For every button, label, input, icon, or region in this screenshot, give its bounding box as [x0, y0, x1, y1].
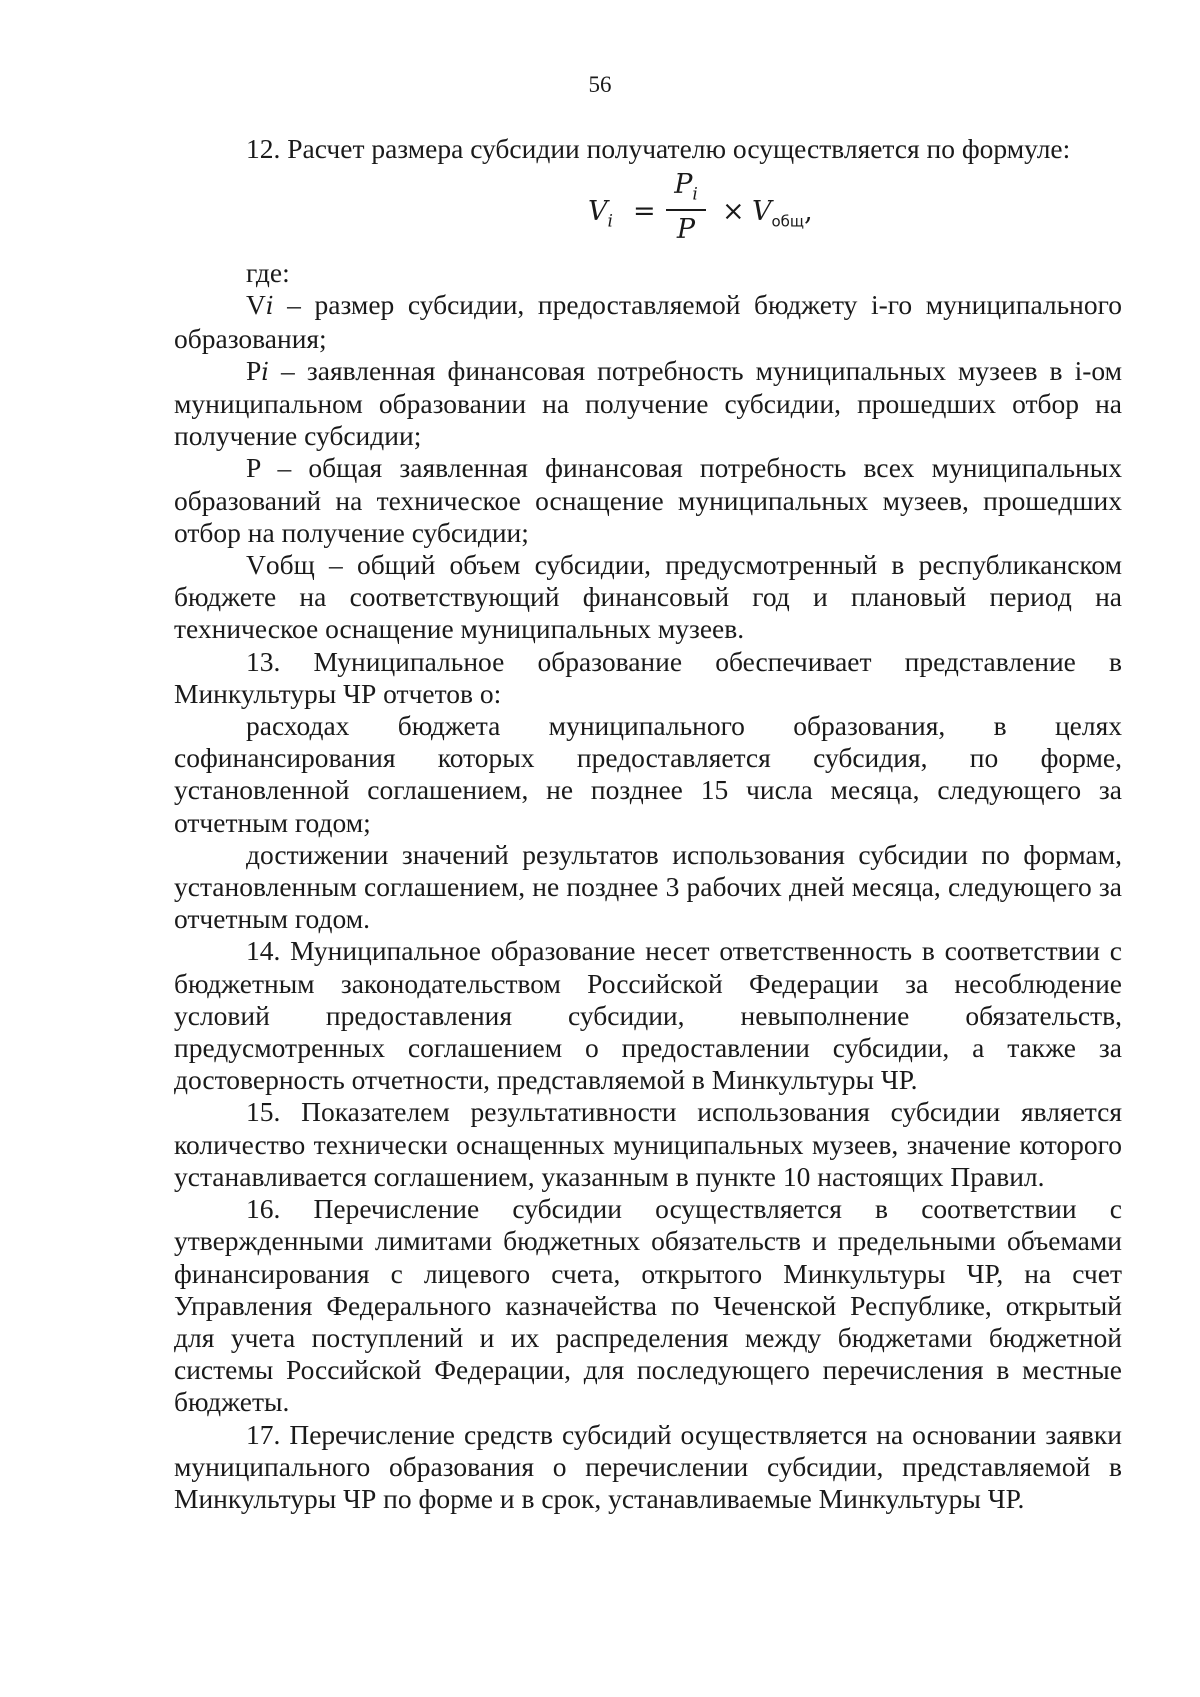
where-label: где: [246, 257, 290, 289]
formula-numerator: $P_i$ [674, 169, 698, 205]
formula-equals: = [633, 196, 656, 228]
paragraph-13-expenses: расходах бюджета муниципального образования, в целях софинансирования которых предоставляется субсидия, по форме, установленной соглашением, не позднее 15 числа месяца, следующего за отчетным годом; [174, 710, 1122, 838]
paragraph-13-results: достижении значений результатов использования субсидии по формам, установленным соглашением, не позднее 3 рабочих дней месяца, следующего за отчетным годом. [174, 838, 1122, 935]
paragraph-17: 17. Перечисление средств субсидий осуществляется на основании заявки муниципального образования о перечислении субсидии, представляемой в Минкультуры ЧР по форме и в срок, устанавливаемые Минкультуры ЧР. [174, 1418, 1122, 1514]
formula-lhs: $V_i$ [588, 196, 613, 232]
formula-times: × [722, 196, 745, 228]
definition-vtotal: Vобщ – общий объем субсидии, предусмотренный в республиканском бюджете на соответствующий финансовый год и плановый период на техническое оснащение муниципальных музеев. [174, 549, 1122, 645]
formula-fraction [664, 165, 708, 247]
paragraph-13: 13. Муниципальное образование обеспечивает представление в Минкультуры ЧР отчетов о: [174, 645, 1122, 709]
definition-p: P – общая заявленная финансовая потребность всех муниципальных образований на техническое оснащение муниципальных музеев, прошедших отбор на получение субсидии; [174, 452, 1122, 548]
subsidy-formula [174, 165, 1122, 257]
fraction-bar [666, 209, 706, 211]
document-body [174, 133, 1122, 1515]
paragraph-14: 14. Муниципальное образование несет ответственность в соответствии с бюджетным законодательством Российской Федерации за несоблюдение условий предоставления субсидии, невыполнение обязательств, предусмотренных соглашением о предоставлении субсидии, а также за достоверность отчетности, представляемой в Минкультуры ЧР. [174, 935, 1122, 1096]
formula-rhs: $V_{общ}$, [752, 196, 813, 231]
page-number: 56 [588, 72, 612, 97]
formula-denominator: P [676, 214, 696, 246]
paragraph-12: 12. Расчет размера субсидии получателю осуществляется по формуле: [246, 133, 1071, 164]
paragraph-16: 16. Перечисление субсидии осуществляется в соответствии с утвержденными лимитами бюджетных обязательств и предельными объемами финансирования с лицевого счета, открытого Минкультуры ЧР, на счет Управления Федерального казначейства по Чеченской Республике, открытый для учета поступлений и их распределения между бюджетами бюджетной системы Российской Федерации, для последующего перечисления в местные бюджеты. [174, 1193, 1122, 1418]
definition-pi: Pi – заявленная финансовая потребность муниципальных музеев в i-ом муниципальном образовании на получение субсидии, прошедших отбор на получение субсидии; [174, 354, 1122, 452]
definition-vi: Vi – размер субсидии, предоставляемой бюджету i-го муниципального образования; [174, 289, 1122, 354]
paragraph-15: 15. Показателем результативности использования субсидии является количество технически оснащенных муниципальных музеев, значение которого устанавливается соглашением, указанным в пункте 10 настоящих Правил. [174, 1096, 1122, 1192]
